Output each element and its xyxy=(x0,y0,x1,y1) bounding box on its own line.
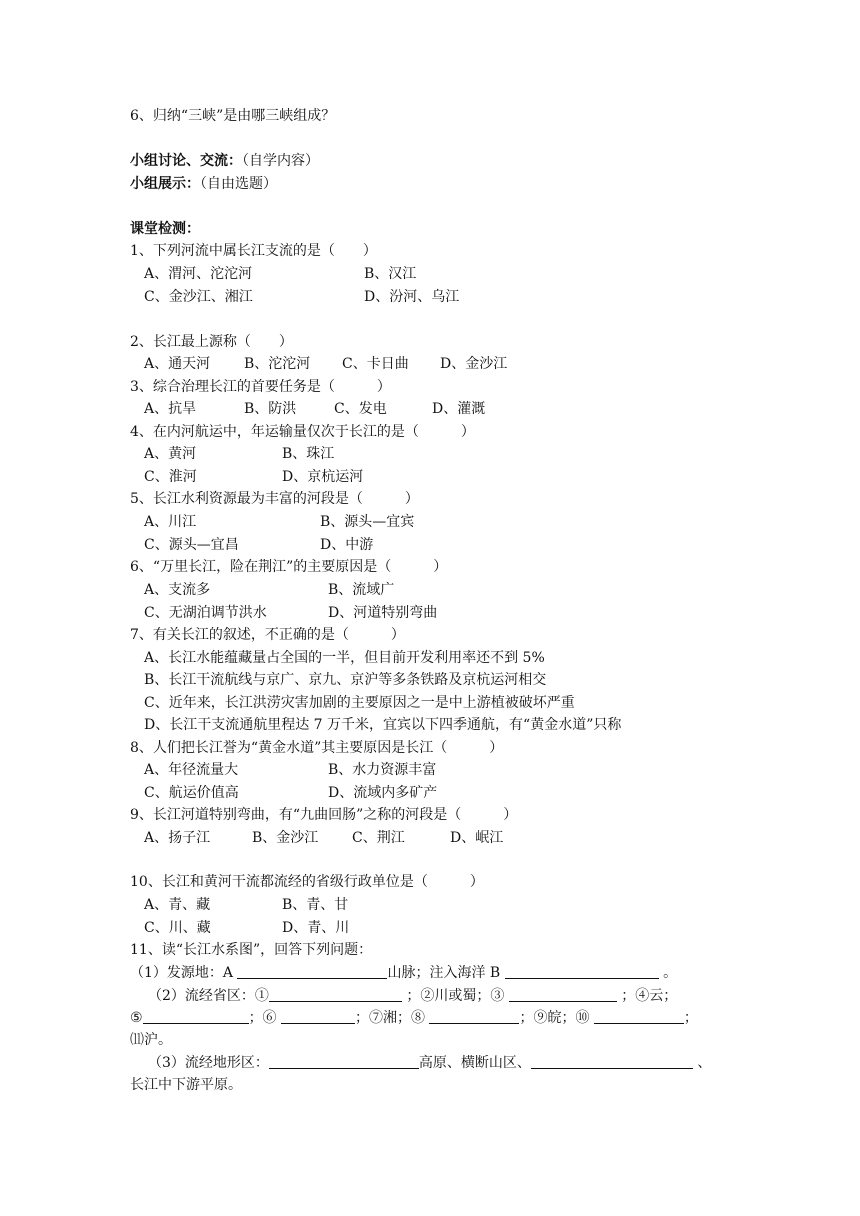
question-7-option-a: A、长江水能蕴藏量占全国的一半，但目前开发利用率还不到 5% xyxy=(144,650,545,666)
question-4-option-d: D、京杭运河 xyxy=(282,469,364,485)
question-5-option-a: A、川江 xyxy=(144,514,197,530)
question-11-stem: 11、读“长江水系图”，回答下列问题： xyxy=(130,942,373,958)
discussion-note: （自学内容） xyxy=(242,153,319,169)
question-11-part-3-end: 长江中下游平原。 xyxy=(130,1077,242,1093)
question-4-option-b: B、珠江 xyxy=(282,446,335,462)
q6-intro: 6、归纳“三峡”是由哪三峡组成？ xyxy=(130,108,336,124)
discussion-label: 小组讨论、交流： xyxy=(130,153,242,169)
answer-blank-province-6[interactable] xyxy=(281,1009,355,1024)
question-11-part-1: （1）发源地：A 山脉；注入海洋 B 。 xyxy=(130,965,678,981)
question-4-option-a: A、黄河 xyxy=(144,446,197,462)
question-11-part-2-cont: ⑤ ；⑥ ；⑦湘；⑧ ；⑨皖；⑩ ； xyxy=(130,1010,698,1026)
test-heading: 课堂检测： xyxy=(130,221,200,237)
question-9-option-b: B、金沙江 xyxy=(252,830,319,846)
question-9-stem: 9、长江河道特别弯曲，有“九曲回肠”之称的河段是（ ） xyxy=(130,807,518,823)
question-1-option-b: B、汉江 xyxy=(364,266,417,282)
question-6-stem: 6、“万里长江，险在荆江”的主要原因是（ ） xyxy=(130,559,448,575)
question-11-part-2-end: ⑾沪。 xyxy=(130,1032,172,1048)
discussion-line xyxy=(130,151,319,171)
question-3-option-c: C、发电 xyxy=(334,401,387,417)
question-10-stem: 10、长江和黄河干流都流经的省级行政单位是（ ） xyxy=(130,874,484,890)
showcase-note: （自由选题） xyxy=(200,176,277,192)
question-8-option-a: A、年径流量大 xyxy=(144,762,239,778)
question-3-option-a: A、抗旱 xyxy=(144,401,197,417)
question-2-option-d: D、金沙江 xyxy=(440,356,508,372)
question-11-part-2: （2）流经省区：① ；②川或蜀；③ ；④云； xyxy=(148,988,678,1004)
showcase-label: 小组展示： xyxy=(130,176,200,192)
question-2-option-a: A、通天河 xyxy=(144,356,211,372)
question-1-option-c: C、金沙江、湘江 xyxy=(144,289,253,305)
question-7-option-c: C、近年来，长江洪涝灾害加剧的主要原因之一是中上游植被破坏严重 xyxy=(144,695,575,711)
answer-blank-province-3[interactable] xyxy=(509,987,617,1002)
answer-blank-plateau[interactable] xyxy=(269,1054,419,1069)
question-6-option-d: D、河道特别弯曲 xyxy=(328,605,438,621)
question-10-option-b: B、青、甘 xyxy=(282,897,349,913)
question-7-option-d: D、长江干支流通航里程达 7 万千米，宜宾以下四季通航，有“黄金水道”只称 xyxy=(144,717,622,733)
question-4-stem: 4、在内河航运中，年运输量仅次于长江的是（ ） xyxy=(130,424,475,440)
showcase-line xyxy=(130,174,277,194)
question-2-option-b: B、沱沱河 xyxy=(244,356,311,372)
question-7-option-b: B、长江干流航线与京广、京九、京沪等多条铁路及京杭运河相交 xyxy=(144,672,547,688)
question-1-stem: 1、下列河流中属长江支流的是（ ） xyxy=(130,243,377,259)
question-11-part-3: （3）流经地形区： 高原、横断山区、 、 xyxy=(148,1055,712,1071)
answer-blank-province-5[interactable] xyxy=(143,1009,249,1024)
question-5-option-c: C、源头—宜昌 xyxy=(144,537,239,553)
question-1-option-a: A、渭河、沱沱河 xyxy=(144,266,253,282)
question-10-option-c: C、川、藏 xyxy=(144,920,211,936)
question-4-option-c: C、淮河 xyxy=(144,469,197,485)
question-5-stem: 5、长江水利资源最为丰富的河段是（ ） xyxy=(130,491,419,507)
question-8-option-b: B、水力资源丰富 xyxy=(328,762,437,778)
answer-blank-province-10[interactable] xyxy=(594,1009,684,1024)
question-7-stem: 7、有关长江的叙述，不正确的是（ ） xyxy=(130,627,405,643)
question-9-option-a: A、扬子江 xyxy=(144,830,211,846)
answer-blank-province-8[interactable] xyxy=(429,1009,519,1024)
answer-blank-ocean[interactable] xyxy=(505,964,659,979)
question-9-option-c: C、荆江 xyxy=(352,830,405,846)
question-3-option-d: D、灌溉 xyxy=(432,401,486,417)
question-8-stem: 8、人们把长江誉为“黄金水道”其主要原因是长江（ ） xyxy=(130,740,504,756)
question-10-option-d: D、青、川 xyxy=(282,920,350,936)
question-5-option-d: D、中游 xyxy=(320,537,374,553)
question-3-stem: 3、综合治理长江的首要任务是（ ） xyxy=(130,379,391,395)
question-6-option-b: B、流域广 xyxy=(328,582,395,598)
answer-blank-province-1[interactable] xyxy=(269,987,402,1002)
question-6-option-c: C、无湖泊调节洪水 xyxy=(144,605,267,621)
question-8-option-d: D、流域内多矿产 xyxy=(328,785,438,801)
question-3-option-b: B、防洪 xyxy=(244,401,297,417)
question-10-option-a: A、青、藏 xyxy=(144,897,211,913)
question-6-option-a: A、支流多 xyxy=(144,582,211,598)
question-2-stem: 2、长江最上源称（ ） xyxy=(130,334,293,350)
question-2-option-c: C、卡日曲 xyxy=(342,356,409,372)
question-9-option-d: D、岷江 xyxy=(450,830,504,846)
answer-blank-source-mountain[interactable] xyxy=(237,964,387,979)
answer-blank-landform[interactable] xyxy=(531,1054,693,1069)
question-1-option-d: D、汾河、乌江 xyxy=(364,289,460,305)
question-5-option-b: B、源头—宜宾 xyxy=(320,514,415,530)
question-8-option-c: C、航运价值高 xyxy=(144,785,239,801)
